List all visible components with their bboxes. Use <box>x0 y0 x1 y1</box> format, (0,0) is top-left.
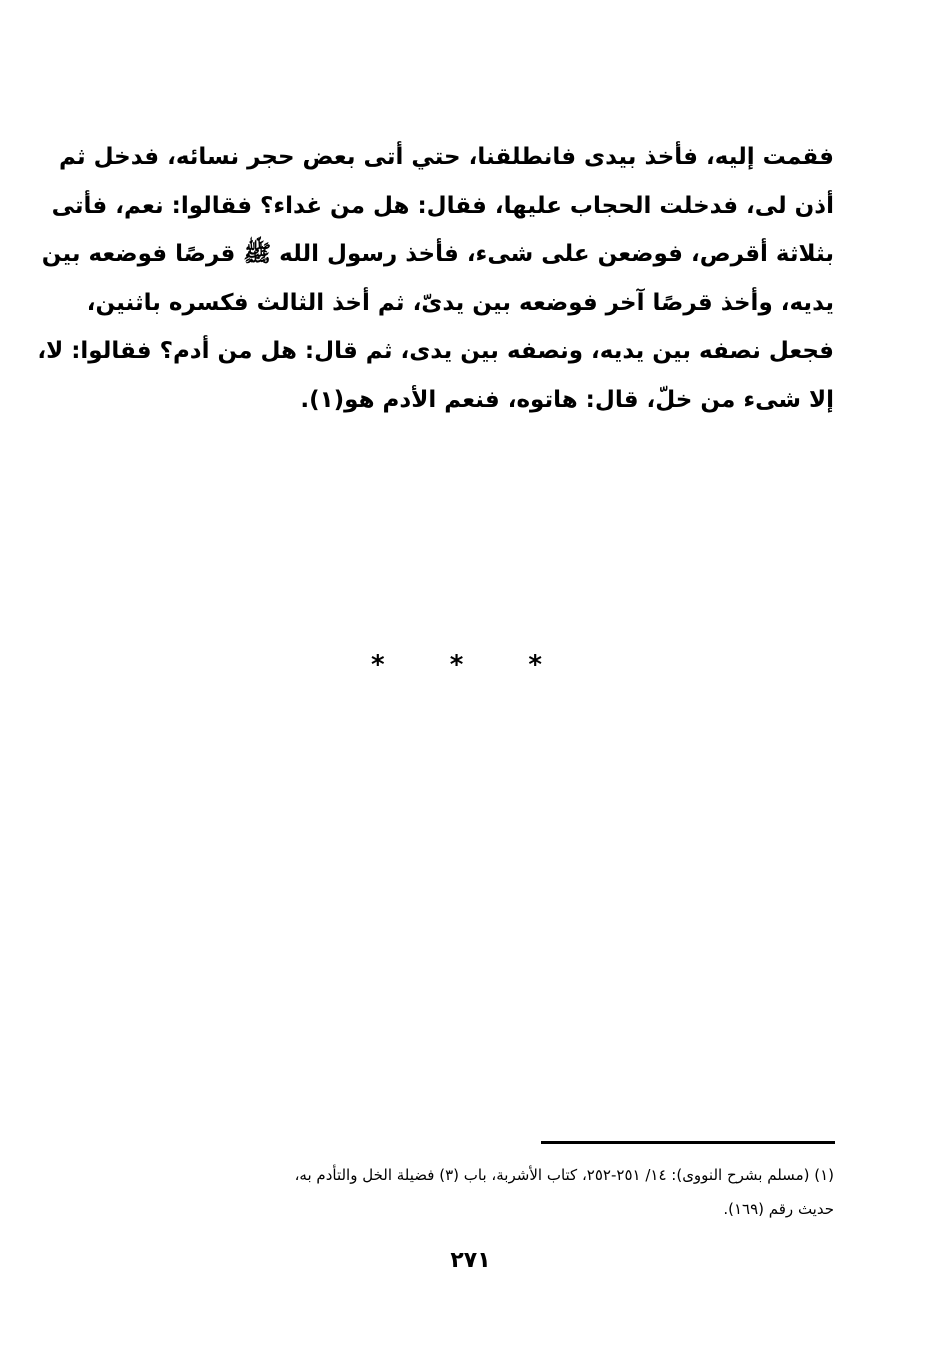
body-line-1: فقمت إليه، فأخذ بيدى فانطلقنا، حتي أتى بعض حجر نسائه، فدخل ثم <box>58 144 834 170</box>
body-line-5: فجعل نصفه بين يديه، ونصفه بين يدى، ثم قال: هل من أدم؟ فقالوا: لا، <box>37 338 834 364</box>
body-line-4: يديه، وأخذ قرصًا آخر فوضعه بين يدىّ، ثم أخذ الثالث فكسره باثنين، <box>86 289 834 316</box>
footnotes <box>118 1158 834 1226</box>
footnote-line-1: (١) (مسلم بشرح النووى): ١٤/ ٢٥١-٢٥٢، كتاب الأشربة، باب (٣) فضيلة الخل والتأدم به، <box>294 1166 834 1184</box>
body-line-2: أذن لى، فدخلت الحجاب عليها، فقال: هل من غداء؟ فقالوا: نعم، فأتى <box>51 192 834 219</box>
footnote-line-2: حديث رقم (١٦٩). <box>723 1200 834 1218</box>
body-line-3: بثلاثة أقرص، فوضعن على شىء، فأخذ رسول الله ﷺ قرصًا فوضعه بين <box>41 241 834 267</box>
body-line-6: إلا شىء من خلّ، قال: هاتوه، فنعم الأدم هو(١). <box>300 386 834 413</box>
page-number: ٢٧١ <box>450 1248 491 1273</box>
footnote-divider <box>541 1141 835 1144</box>
body-text <box>37 133 834 424</box>
section-separator: * * * <box>371 650 570 680</box>
